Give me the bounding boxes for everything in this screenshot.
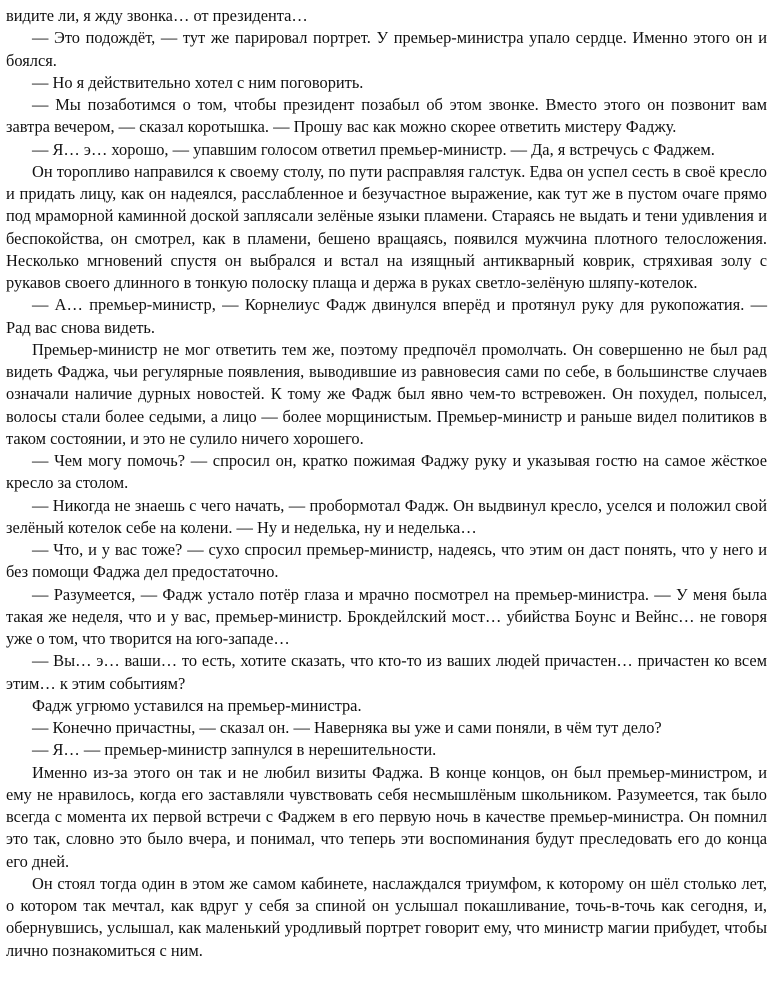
paragraph: — Но я действительно хотел с ним поговорить. (32, 72, 364, 92)
paragraph: — Это подождёт, — тут же парировал портрет. У премьер-министра упало сердце. Именно этого он и боялся. (6, 28, 767, 70)
paragraph: — Вы… э… ваши… то есть, хотите сказать, что кто-то из ваших людей причастен… причастен ко всем этим… к этим событиям? (6, 651, 767, 693)
paragraph: Фадж угрюмо уставился на премьер-министра. (32, 695, 362, 715)
paragraph: — А… премьер-министр, — Корнелиус Фадж двинулся вперёд и протянул руку для рукопожатия. — Рад вас снова видеть. (6, 295, 767, 337)
paragraph: Он торопливо направился к своему столу, по пути расправляя галстук. Едва он успел сесть в своё кресло и придать лицу, как он надеялся, расслабленное и безучастное выражение, как тут же в пустом очаге прямо под мраморной каминной доской заплясали зелёные языки пламени. Стараясь не выдать и тени удивления и беспокойства, он смотрел, как в пламени, бешено вращаясь, появился мужчина плотного телосложения. Несколько мгновений спустя он выбрался и встал на изящный антикварный коврик, стряхивая золу с рукавов своего длинного в тонкую полоску плаща и держа в руках светло-зелёную шляпу-котелок. (6, 161, 767, 292)
paragraph-continuation: видите ли, я жду звонка… от президента… (6, 6, 308, 25)
paragraph: — Я… э… хорошо, — упавшим голосом ответил премьер-министр. — Да, я встречусь с Фаджем. (32, 139, 715, 159)
paragraph: Именно из-за этого он так и не любил визиты Фаджа. В конце концов, он был премьер-министром, и ему не нравилось, когда его заставляли чувствовать себя несмышлёным школьником. Разумеется, так было всегда с момента их первой встречи с Фаджем в его первую ночь в качестве премьер-министра. Он помнил это так, словно это было вчера, и понимал, что теперь эти воспоминания будут преследовать его до конца его дней. (6, 762, 767, 871)
paragraph: — Я… — премьер-министр запнулся в нерешительности. (32, 740, 437, 760)
paragraph: Премьер-министр не мог ответить тем же, поэтому предпочёл промолчать. Он совершенно не был рад видеть Фаджа, чьи регулярные появления, выводившие из равновесия сами по себе, в большинстве случаев означали наличие дурных новостей. К тому же Фадж был явно чем-то встревожен. Он похудел, полысел, волосы стали более седыми, а лицо — более морщинистым. Премьер-министр и раньше видел политиков в таком состоянии, и это не сулило ничего хорошего. (6, 339, 767, 448)
paragraph: Он стоял тогда один в этом же самом кабинете, наслаждался триумфом, к которому он шёл столько лет, о котором так мечтал, как вдруг у себя за спиной он услышал покашливание, точь-в-точь как сегодня, и, обернувшись, услышал, как маленький уродливый портрет говорит ему, что министр магии прибудет, чтобы лично познакомиться с ним. (6, 873, 767, 960)
paragraph: — Разумеется, — Фадж устало потёр глаза и мрачно посмотрел на премьер-министра. — У меня была такая же неделя, что и у вас, премьер-министр. Брокдейлский мост… убийства Боунс и Вейнс… не говоря уже о том, что творится на юго-западе… (6, 584, 767, 648)
paragraph: — Конечно причастны, — сказал он. — Наверняка вы уже и сами поняли, в чём тут дело? (32, 718, 662, 737)
paragraph: — Чем могу помочь? — спросил он, кратко пожимая Фаджу руку и указывая гостю на самое жёсткое кресло за столом. (6, 451, 767, 493)
paragraph: — Что, и у вас тоже? — сухо спросил премьер-министр, надеясь, что этим он даст понять, что у него и без помощи Фаджа дел предостаточно. (6, 540, 767, 582)
paragraph: — Мы позаботимся о том, чтобы президент позабыл об этом звонке. Вместо этого он позвонит вам завтра вечером, — сказал коротышка. — Прошу вас как можно скорее ответить мистеру Фаджу. (6, 95, 767, 137)
paragraph: — Никогда не знаешь с чего начать, — пробормотал Фадж. Он выдвинул кресло, уселся и положил свой зелёный котелок себе на колени. — Ну и неделька, ну и неделька… (6, 495, 767, 537)
